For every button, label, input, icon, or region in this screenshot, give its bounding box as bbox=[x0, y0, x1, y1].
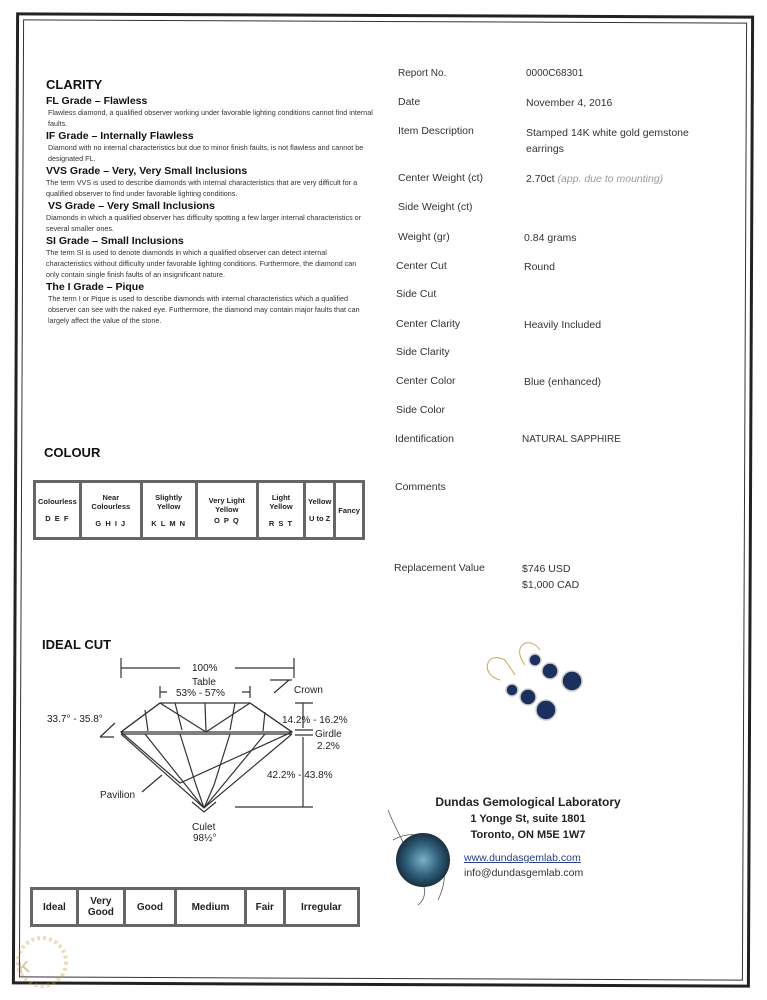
earrings-photo bbox=[470, 635, 590, 725]
value-date: November 4, 2016 bbox=[526, 97, 613, 109]
svg-text:K: K bbox=[17, 958, 31, 978]
label-comments: Comments bbox=[395, 481, 446, 493]
label-center-color: Center Color bbox=[396, 375, 456, 387]
culet-value: 98½° bbox=[193, 833, 217, 844]
lab-website-link[interactable]: www.dundasgemlab.com bbox=[464, 852, 581, 864]
grade-heading-si: SI Grade – Small Inclusions bbox=[46, 235, 184, 247]
label-report-no: Report No. bbox=[398, 68, 447, 79]
value-report-no: 0000C68301 bbox=[526, 68, 584, 79]
crown-label: Crown bbox=[294, 685, 323, 696]
grade-heading-i: The I Grade – Pique bbox=[46, 281, 145, 293]
colour-cell-slightly-yellow: Slightly Yellow K L M N bbox=[143, 483, 195, 537]
width-label: 100% bbox=[192, 663, 218, 674]
value-center-weight: 2.70ct (app. due to mounting) bbox=[526, 173, 664, 185]
grade-heading-vvs: VVS Grade – Very, Very Small Inclusions bbox=[46, 165, 248, 177]
label-item-description: Item Description bbox=[398, 125, 474, 137]
value-center-color: Blue (enhanced) bbox=[524, 376, 602, 388]
label-replacement-value: Replacement Value bbox=[394, 562, 485, 574]
cut-cell-very-good: Very Good bbox=[79, 890, 123, 924]
label-center-clarity: Center Clarity bbox=[396, 318, 461, 330]
grade-text-i: The term I or Pique is used to describe diamonds with internal characteristics which a qualified observer can see with the naked eye. Furthermore, the diamond may contain major faults that can largely affect the value of the stone. bbox=[48, 294, 360, 325]
colour-cell-very-light-yellow: Very Light Yellow O P Q bbox=[198, 483, 257, 537]
crown-angle-mark bbox=[100, 723, 115, 737]
lab-name: Dundas Gemological Laboratory bbox=[435, 795, 621, 809]
grade-heading-vs: VS Grade – Very Small Inclusions bbox=[48, 200, 215, 212]
colour-cell-near-colourless: Near Colourless G H I J bbox=[82, 483, 140, 537]
cut-cell-medium: Medium bbox=[177, 890, 244, 924]
cut-cell-ideal: Ideal bbox=[33, 890, 76, 924]
cut-title: IDEAL CUT bbox=[42, 637, 112, 652]
value-replacement-cad: $1,000 CAD bbox=[522, 579, 580, 591]
label-center-cut: Center Cut bbox=[396, 260, 447, 272]
grade-text-si: The term SI is used to denote diamonds in which a qualified observer can detect internal characteristics without difficulty under favorable lighting conditions. Furthermore, the diamond can only contain single finish faults of an insignificant nature. bbox=[46, 248, 357, 279]
lab-info bbox=[428, 795, 628, 841]
value-weight: 0.84 grams bbox=[524, 232, 577, 244]
cut-cell-irregular: Irregular bbox=[286, 890, 357, 924]
grade-text-if: Diamond with no internal characteristics but due to minor finish faults, is not flawless and cannot be designated FL. bbox=[48, 143, 364, 163]
colour-scale-table bbox=[33, 480, 365, 540]
lab-address-line2: Toronto, ON M5E 1W7 bbox=[470, 829, 586, 841]
cut-grade-table bbox=[30, 887, 360, 927]
value-replacement-usd: $746 USD bbox=[522, 563, 571, 575]
pavilion-pointer bbox=[142, 775, 162, 792]
girdle-value: 2.2% bbox=[317, 741, 340, 752]
pavilion-depth-value: 42.2% - 43.8% bbox=[267, 770, 333, 781]
value-identification: NATURAL SAPPHIRE bbox=[522, 434, 621, 445]
colour-cell-colourless: Colourless D E F bbox=[36, 483, 79, 537]
label-side-color: Side Color bbox=[396, 404, 446, 416]
label-side-clarity: Side Clarity bbox=[396, 346, 450, 358]
lab-address-line1: 1 Yonge St, suite 1801 bbox=[470, 813, 586, 825]
colour-title: COLOUR bbox=[44, 445, 101, 460]
colour-cell-fancy: Fancy bbox=[336, 483, 362, 537]
value-item-description: Stamped 14K white gold gemstone earrings bbox=[526, 127, 689, 155]
table-value: 53% - 57% bbox=[176, 688, 225, 699]
label-center-weight: Center Weight (ct) bbox=[398, 172, 483, 184]
crown-pointer bbox=[270, 680, 292, 693]
value-center-cut: Round bbox=[524, 261, 555, 273]
table-label: Table bbox=[192, 677, 216, 688]
grade-text-vs: Diamonds in which a qualified observer has difficulty spotting a few larger internal characteristics or several smaller ones. bbox=[46, 213, 362, 233]
label-side-weight: Side Weight (ct) bbox=[398, 201, 473, 213]
grade-heading-fl: FL Grade – Flawless bbox=[46, 95, 148, 107]
grade-text-fl: Flawless diamond, a qualified observer working under favorable lighting conditions cannot find internal faults. bbox=[48, 108, 373, 128]
label-side-cut: Side Cut bbox=[396, 288, 437, 300]
auction-logo-watermark bbox=[12, 930, 82, 990]
colour-cell-yellow: Yellow U to Z bbox=[306, 483, 333, 537]
label-weight: Weight (gr) bbox=[398, 231, 450, 243]
colour-cell-light-yellow: Light Yellow R S T bbox=[259, 483, 303, 537]
grade-text-vvs: The term VVS is used to describe diamonds with internal characteristics that are very difficult for a qualified observer to find under favorable lighting conditions. bbox=[46, 178, 358, 198]
label-date: Date bbox=[398, 96, 421, 108]
crown-height-value: 14.2% - 16.2% bbox=[282, 715, 348, 726]
culet-label: Culet bbox=[192, 822, 216, 833]
clarity-title: CLARITY bbox=[46, 77, 103, 92]
center-weight-note: (app. due to mounting) bbox=[557, 173, 664, 185]
cut-cell-good: Good bbox=[126, 890, 174, 924]
clarity-section bbox=[46, 95, 373, 326]
crown-angle-value: 33.7° - 35.8° bbox=[47, 714, 103, 725]
pavilion-label: Pavilion bbox=[100, 790, 136, 801]
grade-heading-if: IF Grade – Internally Flawless bbox=[46, 130, 194, 142]
lab-email: info@dundasgemlab.com bbox=[464, 867, 584, 879]
label-identification: Identification bbox=[395, 433, 454, 445]
cut-cell-fair: Fair bbox=[247, 890, 283, 924]
diamond-proportions-diagram bbox=[30, 650, 370, 850]
girdle-label: Girdle bbox=[315, 729, 342, 740]
value-center-clarity: Heavily Included bbox=[524, 319, 602, 331]
